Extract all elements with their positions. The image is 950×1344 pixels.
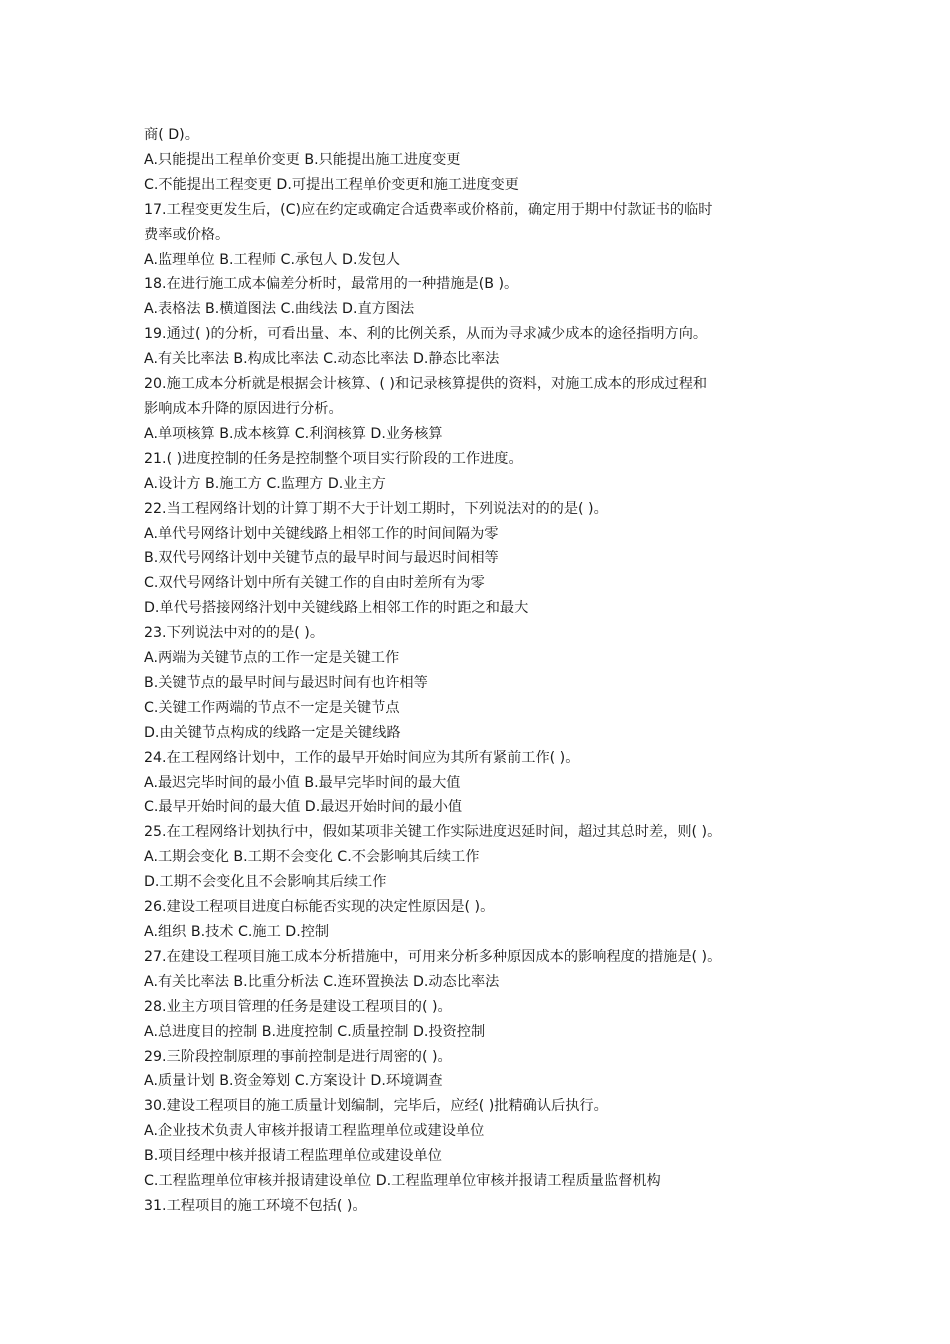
question-line: 27.在建设工程项目施工成本分析措施中，可用来分析多种原因成本的影响程度的措施是( )。 bbox=[144, 948, 722, 965]
question-line: 24.在工程网络计划中，工作的最早开始时间应为其所有紧前工作( )。 bbox=[144, 749, 580, 766]
question-line: 29.三阶段控制原理的事前控制是进行周密的( )。 bbox=[144, 1048, 452, 1065]
text-line: A.组织 B.技术 C.施工 D.控制 bbox=[144, 924, 330, 940]
text-line: A.只能提出工程单价变更 B.只能提出施工进度变更 bbox=[144, 151, 461, 168]
question-line: 23.下列说法中对的的是( )。 bbox=[144, 625, 325, 642]
text-line: B.双代号网络计划中关键节点的最早时间与最迟时间相等 bbox=[144, 550, 499, 567]
question-line: 19.通过( )的分析，可看出量、本、利的比例关系，从而为寻求减少成本的途径指明方向。 bbox=[144, 326, 708, 343]
text-line: A.设计方 B.施工方 C.监理方 D.业主方 bbox=[144, 475, 386, 492]
question-line: 20.施工成本分析就是根据会计核算、( )和记录核算提供的资料，对施工成本的形成过程和 bbox=[144, 376, 708, 393]
text-line: A.工期会变化 B.工期不会变化 C.不会影响其后续工作 bbox=[144, 849, 480, 866]
question-line: 22.当工程网络计划的计算丁期不大于计划工期时，下列说法对的的是( )。 bbox=[144, 500, 608, 517]
question-line: 30.建设工程项目的施工质量计划编制，完毕后，应经( )批精确认后执行。 bbox=[144, 1098, 608, 1115]
text-line: B.项目经理中核并报请工程监理单位或建设单位 bbox=[144, 1148, 442, 1165]
document-body bbox=[144, 123, 814, 1219]
question-line: 25.在工程网络计划执行中，假如某项非关键工作实际进度迟延时间，超过其总时差，则( )。 bbox=[144, 824, 722, 841]
question-line: 18.在进行施工成本偏差分析时，最常用的一种措施是(B )。 bbox=[144, 276, 519, 293]
text-line: A.质量计划 B.资金筹划 C.方案设计 D.环境调查 bbox=[144, 1073, 443, 1090]
text-line: A.有关比率法 B.比重分析法 C.连环置换法 D.动态比率法 bbox=[144, 973, 500, 990]
text-line: A.单代号网络计划中关键线路上相邻工作的时间间隔为零 bbox=[144, 525, 499, 542]
text-line: A.有关比率法 B.构成比率法 C.动态比率法 D.静态比率法 bbox=[144, 351, 500, 368]
text-line: A.两端为关键节点的工作一定是关键工作 bbox=[144, 650, 400, 667]
text-line: C.关键工作两端的节点不一定是关键节点 bbox=[144, 699, 400, 716]
text-line: C.最早开始时间的最大值 D.最迟开始时间的最小值 bbox=[144, 799, 463, 816]
text-line: A.表格法 B.横道图法 C.曲线法 D.直方图法 bbox=[144, 301, 415, 318]
text-line: C.不能提出工程变更 D.可提出工程单价变更和施工进度变更 bbox=[144, 176, 519, 193]
question-line: 21.( )进度控制的任务是控制整个项目实行阶段的工作进度。 bbox=[144, 450, 523, 467]
text-line: 影响成本升降的原因进行分析。 bbox=[144, 400, 343, 417]
text-line: A.监理单位 B.工程师 C.承包人 D.发包人 bbox=[144, 251, 401, 268]
text-line: C.工程监理单位审核并报请建设单位 D.工程监理单位审核并报请工程质量监督机构 bbox=[144, 1173, 661, 1190]
text-line: D.单代号搭接网络汁划中关键线路上相邻工作的时距之和最大 bbox=[144, 600, 529, 617]
text-line: A.总进度目的控制 B.进度控制 C.质量控制 D.投资控制 bbox=[144, 1023, 486, 1040]
text-line: B.关键节点的最早时间与最迟时间有也许相等 bbox=[144, 674, 428, 691]
question-line: 26.建设工程项目进度白标能否实现的决定性原因是( )。 bbox=[144, 899, 495, 916]
text-line: C.双代号网络计划中所有关键工作的自由时差所有为零 bbox=[144, 575, 485, 592]
question-line: 17.工程变更发生后，(C)应在约定或确定合适费率或价格前，确定用于期中付款证书的临时 bbox=[144, 201, 713, 218]
text-line: A.最迟完毕时间的最小值 B.最早完毕时间的最大值 bbox=[144, 774, 461, 791]
text-line: D.由关键节点构成的线路一定是关键线路 bbox=[144, 724, 401, 741]
question-line: 31.工程项目的施工环境不包括( )。 bbox=[144, 1197, 367, 1214]
text-line: 费率或价格。 bbox=[144, 226, 230, 243]
text-line: A.企业技术负责人审核并报请工程监理单位或建设单位 bbox=[144, 1123, 485, 1140]
text-line: 商( D)。 bbox=[144, 127, 199, 143]
question-line: 28.业主方项目管理的任务是建设工程项目的( )。 bbox=[144, 998, 452, 1015]
text-line: A.单项核算 B.成本核算 C.利润核算 D.业务核算 bbox=[144, 425, 443, 442]
text-line: D.工期不会变化且不会影响其后续工作 bbox=[144, 874, 387, 891]
